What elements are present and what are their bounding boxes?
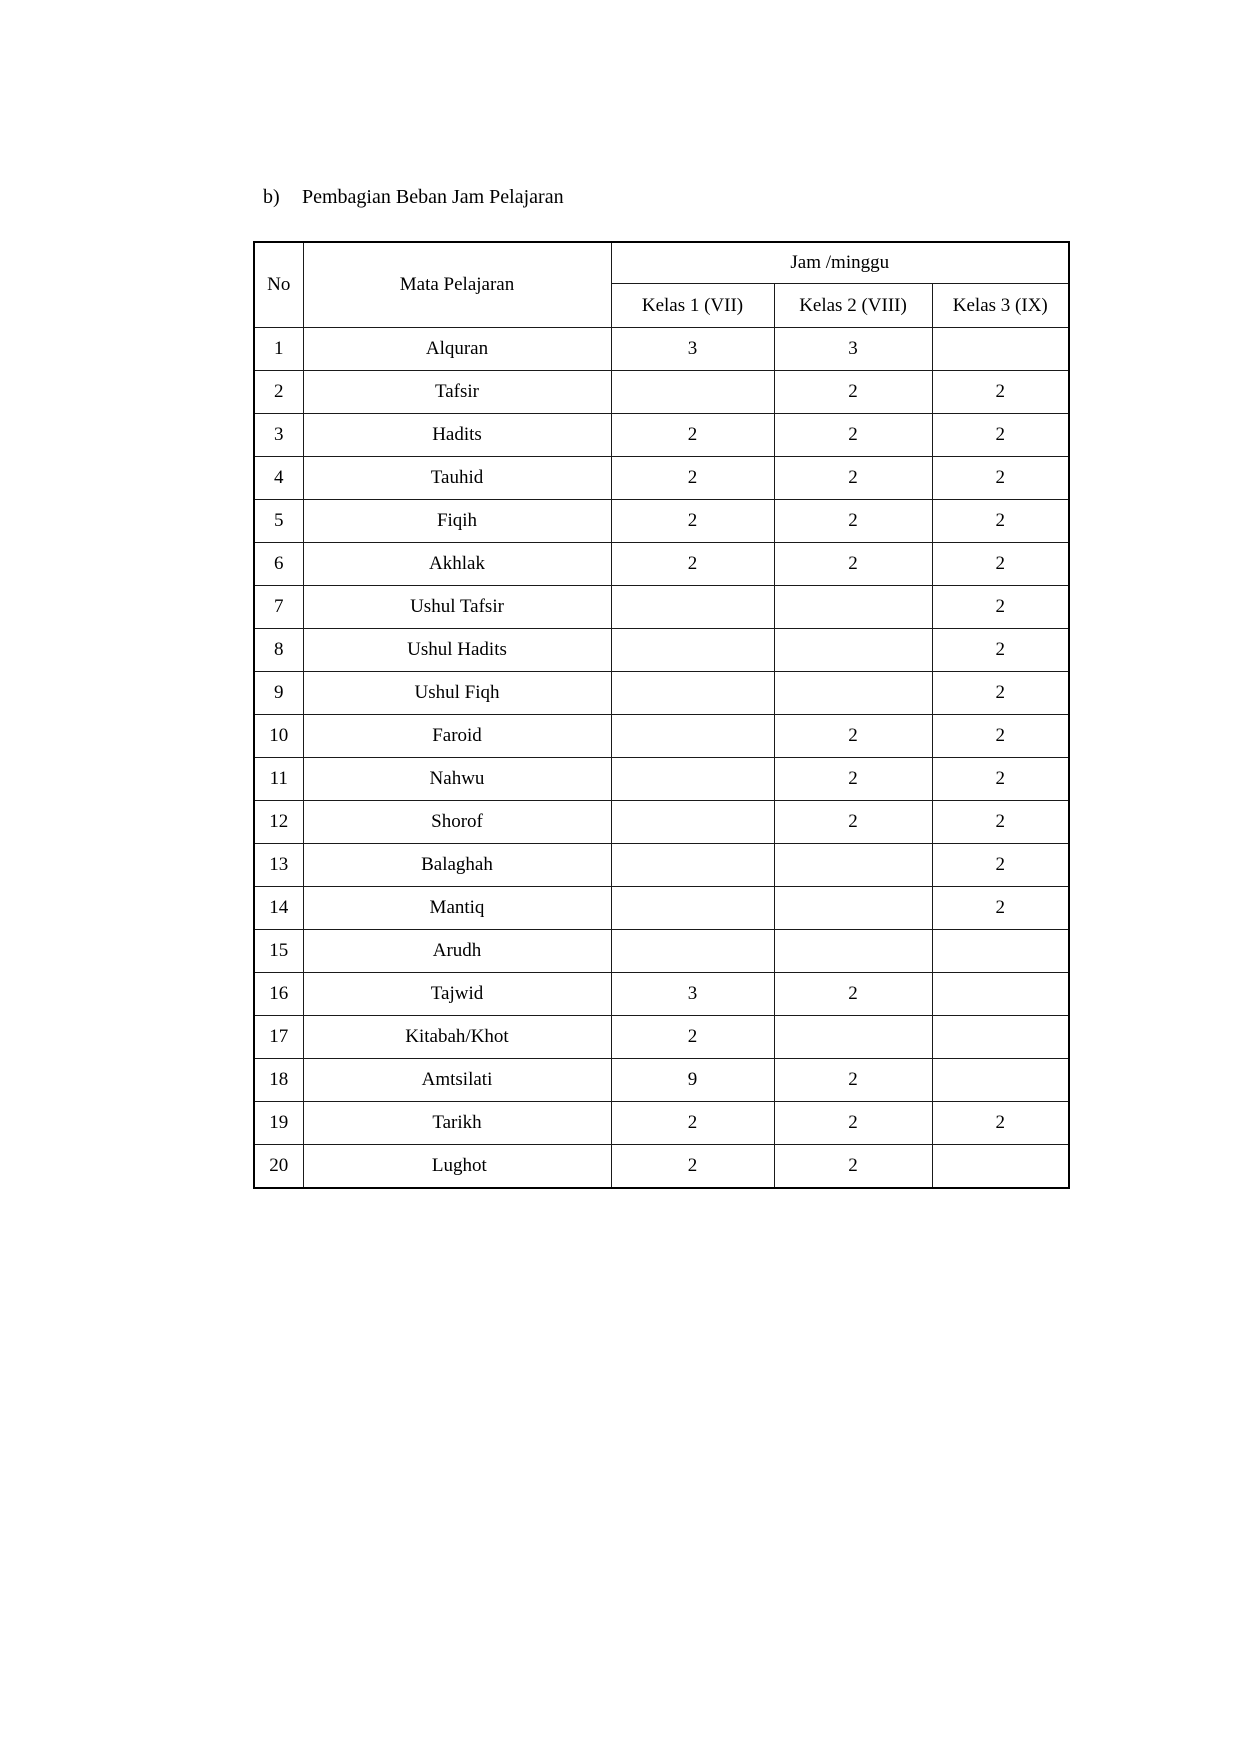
kelas2-hours-cell: 2 [774,414,932,457]
kelas3-hours-cell [932,1016,1069,1059]
row-number-cell: 15 [254,930,303,973]
kelas1-hours-cell [611,629,774,672]
kelas1-hours-cell [611,801,774,844]
kelas3-hours-cell: 2 [932,629,1069,672]
header-jam-minggu: Jam /minggu [611,242,1069,284]
subject-cell: Nahwu [303,758,611,801]
kelas3-hours-cell: 2 [932,715,1069,758]
row-number-cell: 4 [254,457,303,500]
kelas1-hours-cell: 9 [611,1059,774,1102]
row-number-cell: 2 [254,371,303,414]
kelas2-hours-cell: 2 [774,973,932,1016]
subject-cell: Ushul Tafsir [303,586,611,629]
subject-cell: Shorof [303,801,611,844]
table-row [254,1059,1069,1102]
table-row [254,844,1069,887]
kelas2-hours-cell: 2 [774,1102,932,1145]
row-number-cell: 10 [254,715,303,758]
subject-cell: Amtsilati [303,1059,611,1102]
kelas3-hours-cell: 2 [932,586,1069,629]
row-number-cell: 7 [254,586,303,629]
table-row [254,457,1069,500]
table-row [254,543,1069,586]
header-no: No [254,242,303,328]
kelas1-hours-cell [611,715,774,758]
table-row [254,586,1069,629]
section-heading-text: Pembagian Beban Jam Pelajaran [302,186,564,208]
table-row [254,500,1069,543]
row-number-cell: 5 [254,500,303,543]
row-number-cell: 3 [254,414,303,457]
table-row [254,371,1069,414]
kelas3-hours-cell: 2 [932,457,1069,500]
kelas3-hours-cell [932,1145,1069,1189]
subject-cell: Tarikh [303,1102,611,1145]
table-row [254,887,1069,930]
subject-cell: Akhlak [303,543,611,586]
header-row-top [254,242,1069,284]
kelas2-hours-cell: 2 [774,371,932,414]
kelas2-hours-cell: 2 [774,1059,932,1102]
table-row [254,414,1069,457]
row-number-cell: 18 [254,1059,303,1102]
kelas1-hours-cell: 3 [611,973,774,1016]
row-number-cell: 12 [254,801,303,844]
table-row [254,1145,1069,1189]
kelas3-hours-cell [932,1059,1069,1102]
kelas1-hours-cell [611,887,774,930]
kelas1-hours-cell [611,371,774,414]
row-number-cell: 1 [254,328,303,371]
kelas3-hours-cell: 2 [932,672,1069,715]
subject-cell: Alquran [303,328,611,371]
kelas2-hours-cell: 2 [774,715,932,758]
kelas2-hours-cell: 3 [774,328,932,371]
table-row [254,801,1069,844]
row-number-cell: 13 [254,844,303,887]
kelas1-hours-cell: 2 [611,500,774,543]
subject-cell: Tauhid [303,457,611,500]
kelas1-hours-cell [611,930,774,973]
table-row [254,1102,1069,1145]
kelas3-hours-cell: 2 [932,543,1069,586]
kelas3-hours-cell: 2 [932,801,1069,844]
kelas2-hours-cell: 2 [774,543,932,586]
kelas2-hours-cell [774,844,932,887]
kelas3-hours-cell [932,930,1069,973]
subject-cell: Balaghah [303,844,611,887]
row-number-cell: 14 [254,887,303,930]
header-kelas-3: Kelas 3 (IX) [932,284,1069,328]
subject-cell: Arudh [303,930,611,973]
kelas2-hours-cell [774,629,932,672]
header-kelas-1: Kelas 1 (VII) [611,284,774,328]
kelas1-hours-cell [611,586,774,629]
table-row [254,930,1069,973]
kelas1-hours-cell: 2 [611,457,774,500]
kelas1-hours-cell: 2 [611,1102,774,1145]
table-row [254,672,1069,715]
row-number-cell: 19 [254,1102,303,1145]
row-number-cell: 6 [254,543,303,586]
row-number-cell: 8 [254,629,303,672]
subject-cell: Ushul Hadits [303,629,611,672]
kelas3-hours-cell: 2 [932,844,1069,887]
kelas2-hours-cell [774,887,932,930]
kelas3-hours-cell: 2 [932,414,1069,457]
table-body [254,328,1069,1189]
table-row [254,973,1069,1016]
section-heading [263,186,564,209]
kelas1-hours-cell: 2 [611,1016,774,1059]
header-kelas-2: Kelas 2 (VIII) [774,284,932,328]
kelas3-hours-cell: 2 [932,1102,1069,1145]
kelas2-hours-cell: 2 [774,801,932,844]
kelas1-hours-cell [611,844,774,887]
subject-cell: Tajwid [303,973,611,1016]
section-heading-label: b) [263,186,280,208]
table-row [254,715,1069,758]
kelas2-hours-cell: 2 [774,758,932,801]
kelas3-hours-cell [932,973,1069,1016]
kelas3-hours-cell: 2 [932,887,1069,930]
row-number-cell: 9 [254,672,303,715]
kelas1-hours-cell: 2 [611,1145,774,1189]
subject-cell: Mantiq [303,887,611,930]
row-number-cell: 17 [254,1016,303,1059]
kelas1-hours-cell [611,758,774,801]
table-row [254,629,1069,672]
kelas3-hours-cell [932,328,1069,371]
kelas2-hours-cell: 2 [774,457,932,500]
kelas1-hours-cell: 2 [611,543,774,586]
kelas1-hours-cell: 2 [611,414,774,457]
subject-cell: Hadits [303,414,611,457]
kelas2-hours-cell [774,930,932,973]
subject-cell: Fiqih [303,500,611,543]
kelas1-hours-cell [611,672,774,715]
subject-cell: Kitabah/Khot [303,1016,611,1059]
kelas3-hours-cell: 2 [932,500,1069,543]
table-row [254,328,1069,371]
kelas2-hours-cell [774,672,932,715]
header-mata-pelajaran: Mata Pelajaran [303,242,611,328]
lesson-hours-table [253,241,1070,1189]
kelas2-hours-cell [774,586,932,629]
subject-cell: Tafsir [303,371,611,414]
subject-cell: Faroid [303,715,611,758]
kelas2-hours-cell: 2 [774,500,932,543]
kelas2-hours-cell [774,1016,932,1059]
subject-cell: Lughot [303,1145,611,1189]
kelas2-hours-cell: 2 [774,1145,932,1189]
kelas3-hours-cell: 2 [932,371,1069,414]
kelas1-hours-cell: 3 [611,328,774,371]
row-number-cell: 11 [254,758,303,801]
row-number-cell: 20 [254,1145,303,1189]
row-number-cell: 16 [254,973,303,1016]
subject-cell: Ushul Fiqh [303,672,611,715]
table-row [254,1016,1069,1059]
table-row [254,758,1069,801]
kelas3-hours-cell: 2 [932,758,1069,801]
